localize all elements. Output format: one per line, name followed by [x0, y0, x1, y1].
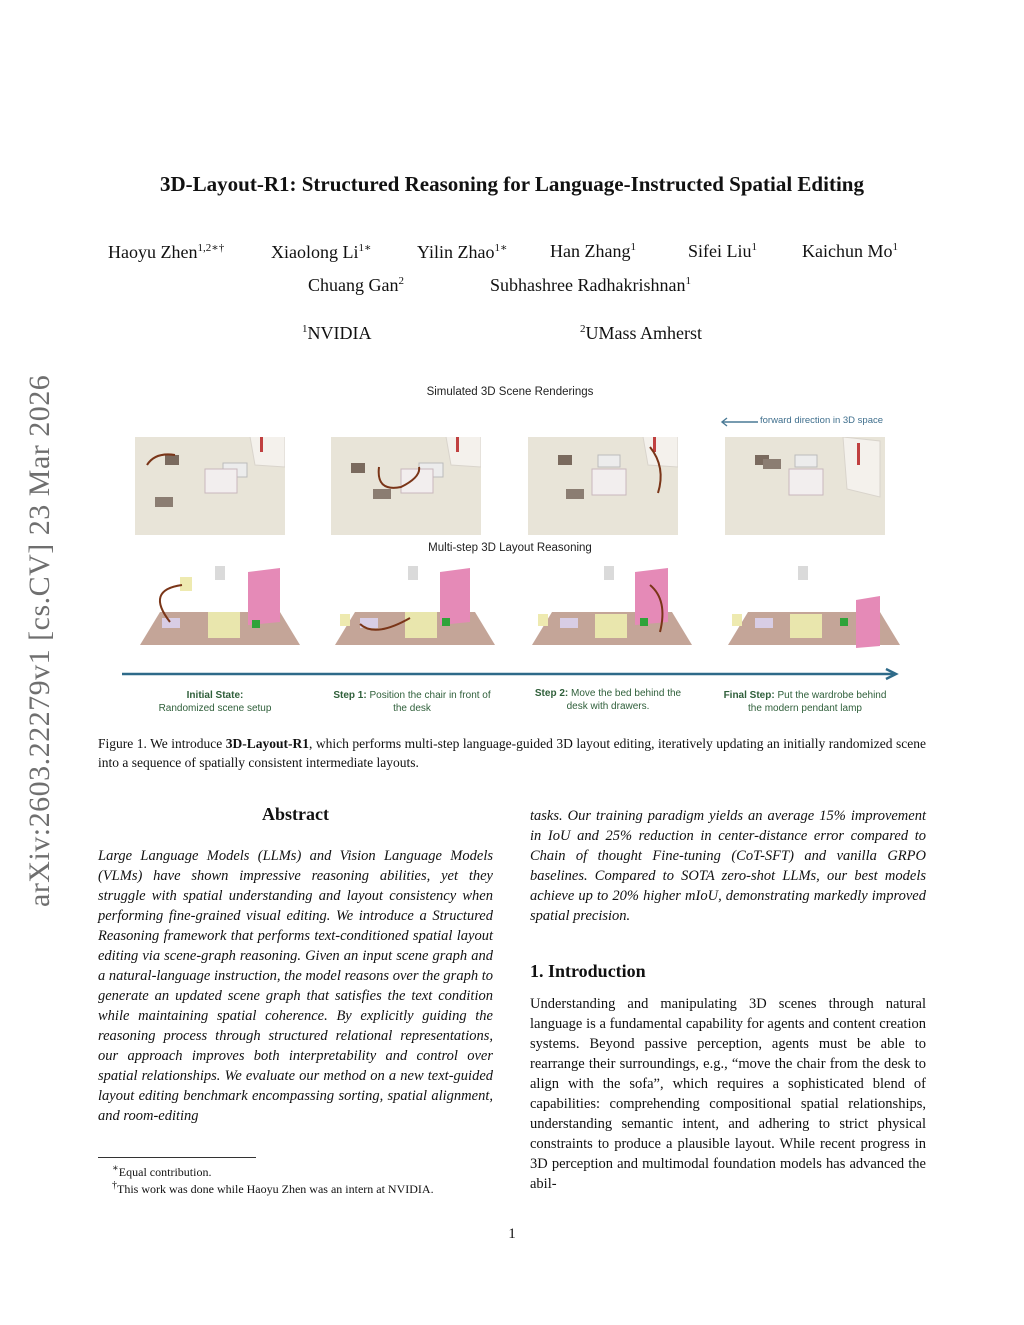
step-final: Final Step: Put the wardrobe behind the modern pendant lamp	[723, 690, 887, 714]
intro-heading: 1. Introduction	[530, 961, 646, 981]
author-7: Chuang Gan$^2$	[308, 275, 404, 295]
step-initial: Initial State: Randomized scene setup	[158, 690, 272, 714]
page-number: 1	[508, 1226, 516, 1242]
step-1: Step 1: Position the chair in front of the desk	[333, 690, 491, 714]
scene-render-image	[528, 437, 678, 535]
author-4: Han Zhang$^1$	[550, 241, 636, 261]
step-2: Step 2: Move the bed behind the desk with drawers.	[534, 688, 682, 712]
author-8: Subhashree Radhakrishnan$^1$	[490, 275, 691, 295]
layout-reasoning-panels	[120, 560, 910, 660]
paper-title: 3D-Layout-R1: Structured Reasoning for Language-Instructed Spatial Editing	[160, 172, 864, 196]
abstract-heading: Abstract	[262, 804, 329, 824]
footnote-1: ∗Equal contribution.	[112, 1163, 212, 1179]
scene-render-image	[725, 437, 885, 535]
figure-caption: Figure 1. We introduce 3D-Layout-R1, which performs multi-step language-guided 3D layout editing, iteratively updating an initially randomized scene into a sequence of spatially consistent intermediate layouts.	[98, 736, 926, 770]
arrow-left-icon	[720, 415, 760, 429]
render-panel-1	[135, 437, 285, 535]
timeline-arrow	[120, 667, 902, 681]
affiliation-1: $^1$NVIDIA	[302, 323, 372, 343]
author-5: Sifei Liu$^1$	[688, 241, 757, 261]
render-panel-2	[331, 437, 481, 535]
abstract-text-left: Large Language Models (LLMs) and Vision Language Models (VLMs) have shown impressive reasoning abilities, yet they struggle with spatial understanding and layout consistency when performing fine-grained visual editing. We introduce a Structured Reasoning framework that performs text-conditioned spatial layout editing via scene-graph reasoning. Given an input scene graph and a natural-language instruction, the model reasons over the graph to generate an updated scene graph that satisfies the text condition while maintaining spatial coherence. By explicitly guiding the reasoning process through structured relational representations, our approach improves both interpretability and control over spatial relationships. We evaluate our method on a new text-guided layout editing benchmark encompassing sorting, spatial alignment, and room-editing	[98, 848, 493, 1124]
figure-top-heading: Simulated 3D Scene Renderings	[426, 386, 594, 398]
scene-render-image	[135, 437, 285, 535]
forward-direction-label: forward direction in 3D space	[760, 415, 884, 426]
render-panel-3	[528, 437, 678, 535]
arxiv-stamp: arXiv:2603.22279v1 [cs.CV] 23 Mar 2026	[23, 374, 56, 907]
figure-mid-heading: Multi-step 3D Layout Reasoning	[428, 542, 592, 554]
abstract-text-right: tasks. Our training paradigm yields an average 15% improvement in IoU and 25% reduction in center-distance error compared to Chain of thought Fine-tuning (CoT-SFT) and vanilla GRPO baselines. Compared to SOTA zero-shot LLMs, our best models achieve up to 20% higher mIoU, demonstrating markedly improved spatial precision.	[530, 808, 926, 924]
footnote-2: †This work was done while Haoyu Zhen was an intern at NVIDIA.	[112, 1180, 434, 1196]
layout-panel-3	[532, 566, 692, 645]
author-1: Haoyu Zhen$^{1,2∗\dagger}$	[108, 242, 225, 262]
layout-panel-1	[140, 566, 300, 645]
author-3: Yilin Zhao$^{1∗}$	[417, 242, 508, 262]
layout-panel-2	[335, 566, 495, 645]
render-panel-4	[725, 437, 885, 535]
forward-direction-annotation	[720, 415, 900, 429]
intro-text: Understanding and manipulating 3D scenes through natural language is a fundamental capability for agents and content creation systems. Beyond passive perception, agents must be able to rearrange their surroundings, e.g., “move the chair from the desk to align with the sofa”, which requires a sophisticated blend of capabilities: comprehending compositional spatial relationships, understanding semantic intent, and adhering to strict physical constraints to produce a plausible layout. While recent progress in 3D perception and multimodal foundation models has advanced the abil-	[530, 996, 926, 1192]
author-6: Kaichun Mo$^1$	[802, 241, 898, 261]
footnote-rule	[98, 1157, 256, 1158]
author-2: Xiaolong $Li^{1∗}$	[271, 242, 372, 262]
affiliation-2: $^2$UMass Amherst	[580, 323, 702, 343]
scene-render-image	[331, 437, 481, 535]
layout-panel-4	[728, 566, 900, 648]
